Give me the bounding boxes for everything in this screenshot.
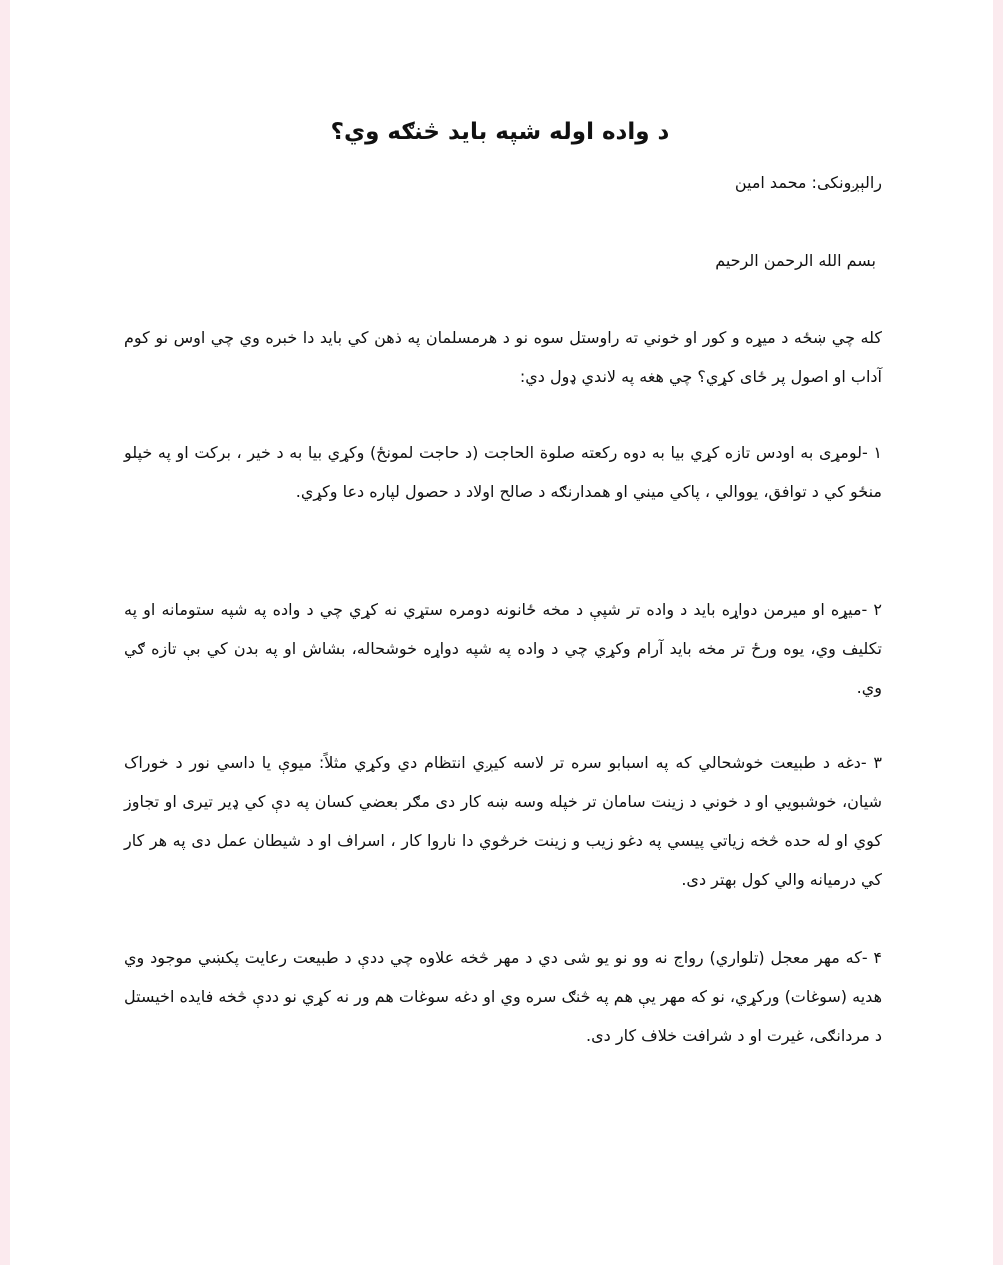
bismillah-line: بسم الله الرحمن الرحيم (715, 251, 876, 270)
point-paragraph-4: ۴ -که مهر معجل (تلواري) رواج نه وو نو یو شی دي د مهر څخه علاوه چي ددې د طبیعت رعایت پکښي موجود وي هدیه (سوغات) ورکړي، نو که مهر یې هم په څنګ سره وي او دغه سوغات هم ور نه کړي نو ددې څخه فایده اخیستل د مردانګی، غیرت او د شرافت خلاف کار دی. (124, 948, 882, 1045)
document-title: د واده اوله شپه باید څنګه وي؟ (330, 119, 670, 145)
point-paragraph-3: ۳ -دغه د طبیعت خوشحالي که په اسبابو سره تر لاسه کیږي انتظام دي وکړي مثلاً: میوې یا داسي نور د خوراک شیان، خوشبویي او د خوني د زینت سامان تر خپله وسه ښه کار دی مګر بعضي کسان په دې کي ډیر تیری او تجاوز کوي او له حده څخه زیاتي پیسي په دغو زیب و زینت خرڅوي دا ناروا کار ، اسراف او د شیطان عمل دی په هر کار کي درمیانه والي کول بهتر دی. (124, 753, 882, 889)
author-line: رالېږونکی: محمد امين (734, 173, 882, 192)
page-margin-left (0, 0, 10, 1265)
intro-paragraph: کله چي ښځه د میړه و کور او خوني ته راوستل سوه نو د هرمسلمان په ذهن کي باید دا خبره وي چي اوس نو کوم آداب او اصول پر ځای کړي؟ چي هغه په لاندي ډول دي: (124, 328, 882, 386)
document-page (118, 0, 882, 1265)
point-paragraph-1: ۱ -لومړی به اودس تازه کړي بیا به دوه رکعته صلوة الحاجت (د حاجت لمونځ) وکړي بیا به د خیر ، برکت او په خپلو منځو کي د توافق، یووالي ، پاکي میني او همدارنګه د صالح اولاد د حصول لپاره دعا وکړي. (124, 443, 882, 501)
page-margin-right (993, 0, 1003, 1265)
point-paragraph-2: ۲ -میړه او میرمن دواړه باید د واده تر شپې د مخه ځانونه دومره ستړي نه کړي چي د واده په شپه ستومانه او په تکلیف وي، یوه ورځ تر مخه باید آرام وکړي چي د واده په شپه دواړه خوشحاله، بشاش او په بدن کي بې تازه ګي وي. (124, 600, 882, 697)
